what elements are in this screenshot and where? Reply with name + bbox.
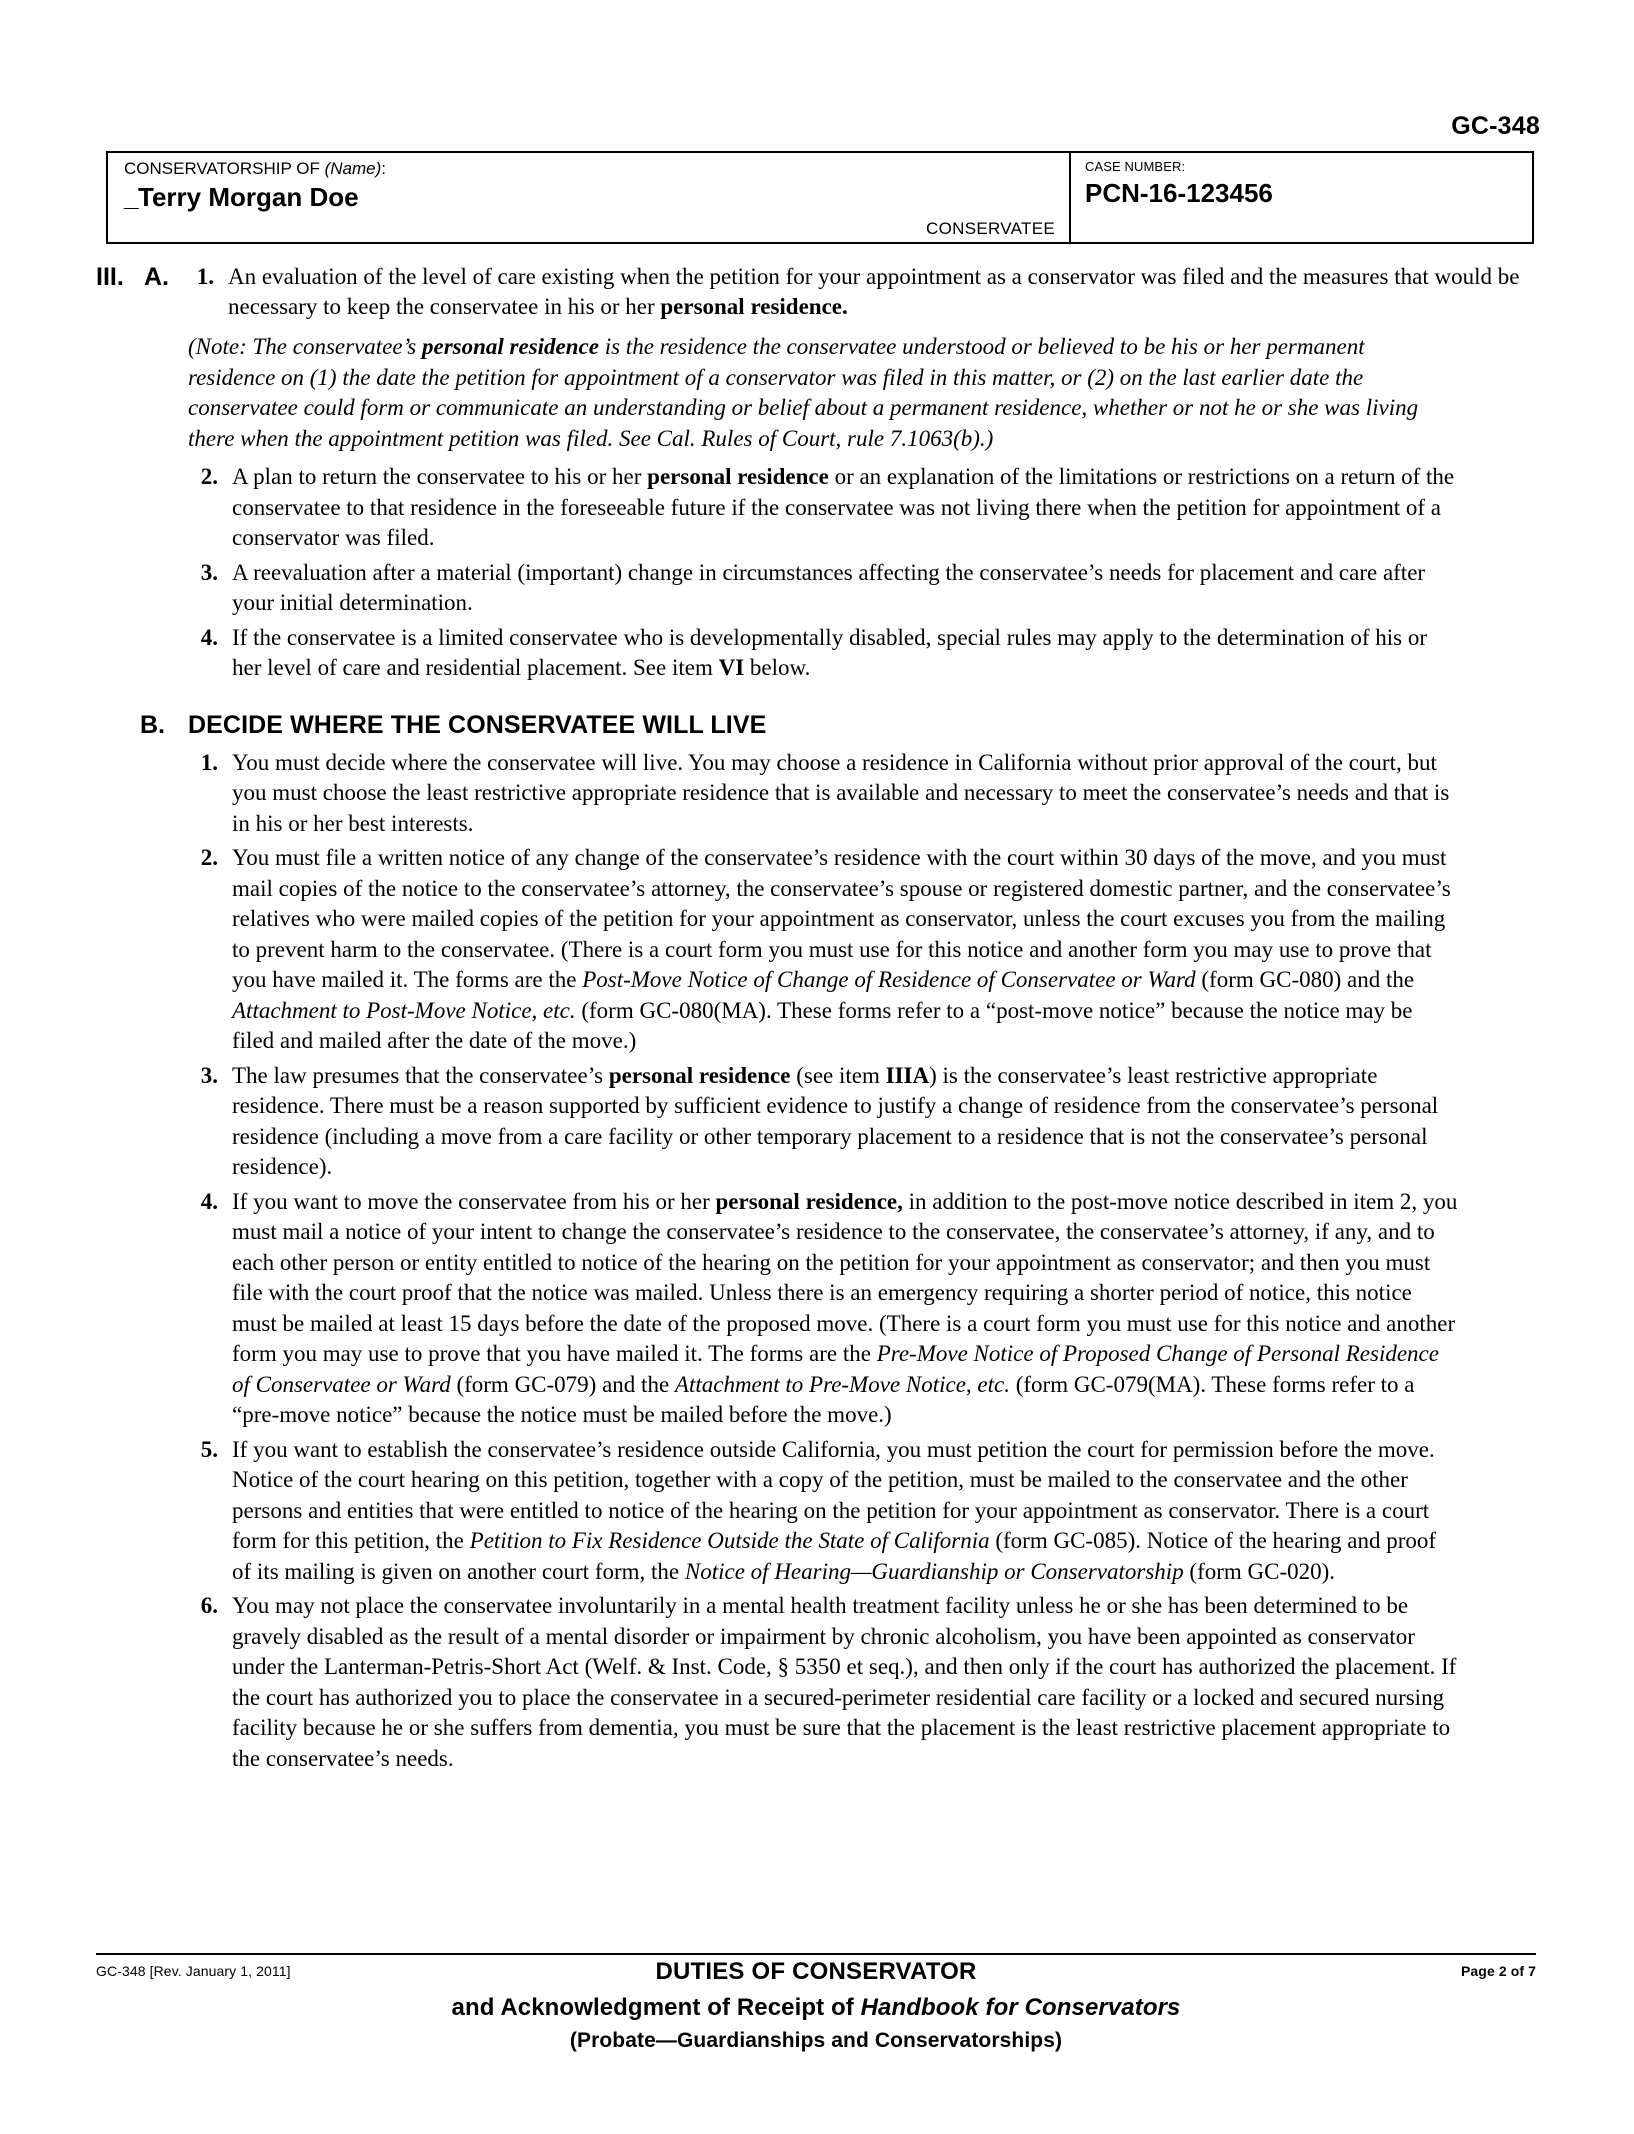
case-number-value[interactable]: PCN-16-123456 bbox=[1085, 178, 1273, 208]
item-text: The law presumes that the conservatee’s personal residence (see item IIIA) is the conservatee’s least restrictive appropriate residence. There must be a reason supported by sufficient evidence to justify a change of residence from the conservatee’s personal residence (including a move from a care facility or other temporary placement to a residence that is not the conservatee’s personal residence). bbox=[232, 1062, 1439, 1179]
case-number-label: CASE NUMBER: bbox=[1085, 159, 1186, 174]
section-III-A-item-1 bbox=[96, 262, 1546, 322]
conservatee-name-value[interactable] bbox=[124, 181, 1059, 213]
footer-revision: GC-348 [Rev. January 1, 2011] bbox=[96, 1963, 291, 1979]
item-number: 2. bbox=[200, 845, 218, 870]
note-paragraph: (Note: The conservatee’s personal residence is the residence the conservatee understood or believed to be his or her permanent residence on (1) the date the petition for appointment of a conservator was filed in this matter, or (2) on the last earlier date the conservatee could form or communicate an understanding or belief about a permanent residence, whether or not he or she was living there when the appointment petition was filed. See Cal. Rules of Court, rule 7.1063(b).) bbox=[188, 334, 1419, 451]
item-number: 4. bbox=[200, 624, 218, 650]
footer-page-number: Page 2 of 7 bbox=[1460, 1963, 1536, 1979]
conservatorship-of-label bbox=[124, 159, 1059, 179]
item-text: A plan to return the conservatee to his or her personal residence or an explanation of the limitations or restrictions on a return of the conservatee to that residence in the foreseeable future if the conservatee was not living there when the petition for appointment of a conservator was filed. bbox=[232, 464, 1455, 550]
list-item bbox=[188, 1187, 1460, 1431]
item-number: 3. bbox=[200, 559, 218, 585]
footer-top-row bbox=[96, 1957, 1536, 1991]
document-body bbox=[96, 262, 1546, 1774]
item-text: An evaluation of the level of care existing when the petition for your appointment as a conservator was filed and the measures that would be necessary to keep the conservatee in his or her personal residence. bbox=[228, 264, 1520, 319]
item-text: If you want to move the conservatee from his or her personal residence, in addition to the post-move notice described in item 2, you must mail a notice of your intent to change the conservatee’s residence to the conservatee, the conservatee’s attorney, if any, and to each other person or entity entitled to notice of the hearing on the petition for your appointment as conservator; and then you must file with the court proof that the notice was mailed. Unless there is an emergency requiring a shorter period of notice, this notice must be mailed at least 15 days before the date of the proposed move. (There is a court form you must use for this notice and another form you may use to prove that you have mailed it. The forms are the Pre-Move Notice of Proposed Change of Personal Residence of Conservatee or Ward (form GC-079) and the Attachment to Pre-Move Notice, etc. (form GC-079(MA). These forms refer to a “pre-move notice” because the notice must be mailed before the move.) bbox=[232, 1188, 1458, 1427]
footer-divider bbox=[96, 1953, 1536, 1955]
item-number: 5. bbox=[200, 1436, 218, 1462]
list-item bbox=[188, 623, 1460, 684]
footer-subtitle-2: (Probate—Guardianships and Conservatorships) bbox=[569, 2029, 1063, 2052]
item-number: 3. bbox=[200, 1062, 218, 1088]
item-text: You may not place the conservatee involuntarily in a mental health treatment facility unless he or she has been determined to be gravely disabled as the result of a mental disorder or impairment by chronic alcoholism, you have been appointed as conservator under the Lanterman-Petris-Short Act (Welf. & Inst. Code, § 5350 et seq.), and then only if the court has authorized the placement. If the court has authorized you to place the conservatee in a secured-perimeter residential care facility or a locked and secured nursing facility because he or she suffers from dementia, you must be sure that the placement is the least restrictive placement appropriate to the conservatee’s needs. bbox=[232, 1593, 1457, 1771]
footer-subtitle-plain: and Acknowledgment of Receipt of bbox=[451, 1994, 861, 2021]
list-item bbox=[188, 558, 1460, 619]
caption-conservatorship-cell bbox=[108, 153, 1071, 242]
item-number: 2. bbox=[200, 464, 218, 489]
list-item bbox=[188, 1591, 1460, 1774]
conservatorship-of-name-hint: (Name) bbox=[324, 159, 382, 178]
footer-title: DUTIES OF CONSERVATOR bbox=[655, 1958, 977, 1985]
list-item bbox=[188, 1435, 1460, 1588]
item-number: 6. bbox=[200, 1593, 218, 1618]
list-item bbox=[188, 748, 1460, 840]
item-number: 1. bbox=[200, 749, 218, 775]
conservatorship-of-colon: : bbox=[381, 159, 386, 178]
section-B-title: DECIDE WHERE THE CONSERVATEE WILL LIVE bbox=[188, 710, 767, 739]
section-letter-B: B. bbox=[140, 710, 165, 739]
section-letter-A: A. bbox=[144, 263, 169, 291]
form-number: GC-348 bbox=[1451, 112, 1540, 140]
section-B-heading bbox=[140, 710, 1546, 740]
item-text: You must decide where the conservatee will live. You may choose a residence in California without prior approval of the court, but you must choose the least restrictive appropriate residence that is available and necessary to meet the conservatee’s needs and that is in his or her best interests. bbox=[232, 749, 1450, 836]
item-text: If the conservatee is a limited conservatee who is developmentally disabled, special rules may apply to the determination of his or her level of care and residential placement. See item VI below. bbox=[232, 624, 1427, 680]
list-item bbox=[188, 843, 1460, 1057]
conservatee-role-tag: CONSERVATEE bbox=[926, 219, 1055, 238]
name-leading-underscore: _ bbox=[124, 182, 139, 212]
item-number: 4. bbox=[200, 1188, 218, 1214]
page-footer bbox=[96, 1957, 1536, 2057]
caption-case-number-cell bbox=[1071, 153, 1532, 242]
section-roman-numeral: III. bbox=[96, 263, 124, 291]
item-text: You must file a written notice of any change of the conservatee’s residence with the court within 30 days of the move, and you must mail copies of the notice to the conservatee’s attorney, the conservatee’s spouse or registered domestic partner, and the conservatee’s relatives who were mailed copies of the petition for your appointment as conservator, unless the court excuses you from the mailing to prevent harm to the conservatee. (There is a court form you must use for this notice and another form you may use to prove that you have mailed it. The forms are the Post-Move Notice of Change of Residence of Conservatee or Ward (form GC-080) and the Attachment to Post-Move Notice, etc. (form GC-080(MA). These forms refer to a “post-move notice” because the notice may be filed and mailed after the date of the move.) bbox=[232, 845, 1451, 1053]
conservatorship-of-text: CONSERVATORSHIP OF bbox=[124, 159, 325, 178]
footer-subtitle-italic: Handbook for Conservators bbox=[860, 1994, 1181, 2021]
item-text: A reevaluation after a material (important) change in circumstances affecting the conservatee’s needs for placement and care after your initial determination. bbox=[232, 559, 1426, 615]
list-item bbox=[188, 462, 1460, 554]
section-A-items bbox=[188, 462, 1460, 684]
item-text: If you want to establish the conservatee’s residence outside California, you must petition the court for permission before the move. Notice of the court hearing on this petition, together with a copy of the petition, must be mailed to the conservatee and the other persons and entities that were entitled to notice of the hearing on the petition for your appointment as conservator. There is a court form for this petition, the Petition to Fix Residence Outside the State of California (form GC-085). Notice of the hearing and proof of its mailing is given on another court form, the Notice of Hearing—Guardianship or Conservatorship (form GC-020). bbox=[232, 1436, 1437, 1584]
item-number: 1. bbox=[196, 264, 214, 289]
section-B-items bbox=[188, 748, 1460, 1775]
list-item bbox=[188, 1061, 1460, 1183]
conservatee-name-text: Terry Morgan Doe bbox=[138, 182, 359, 212]
caption-box bbox=[106, 151, 1534, 244]
footer-subtitle bbox=[96, 1991, 1536, 2025]
